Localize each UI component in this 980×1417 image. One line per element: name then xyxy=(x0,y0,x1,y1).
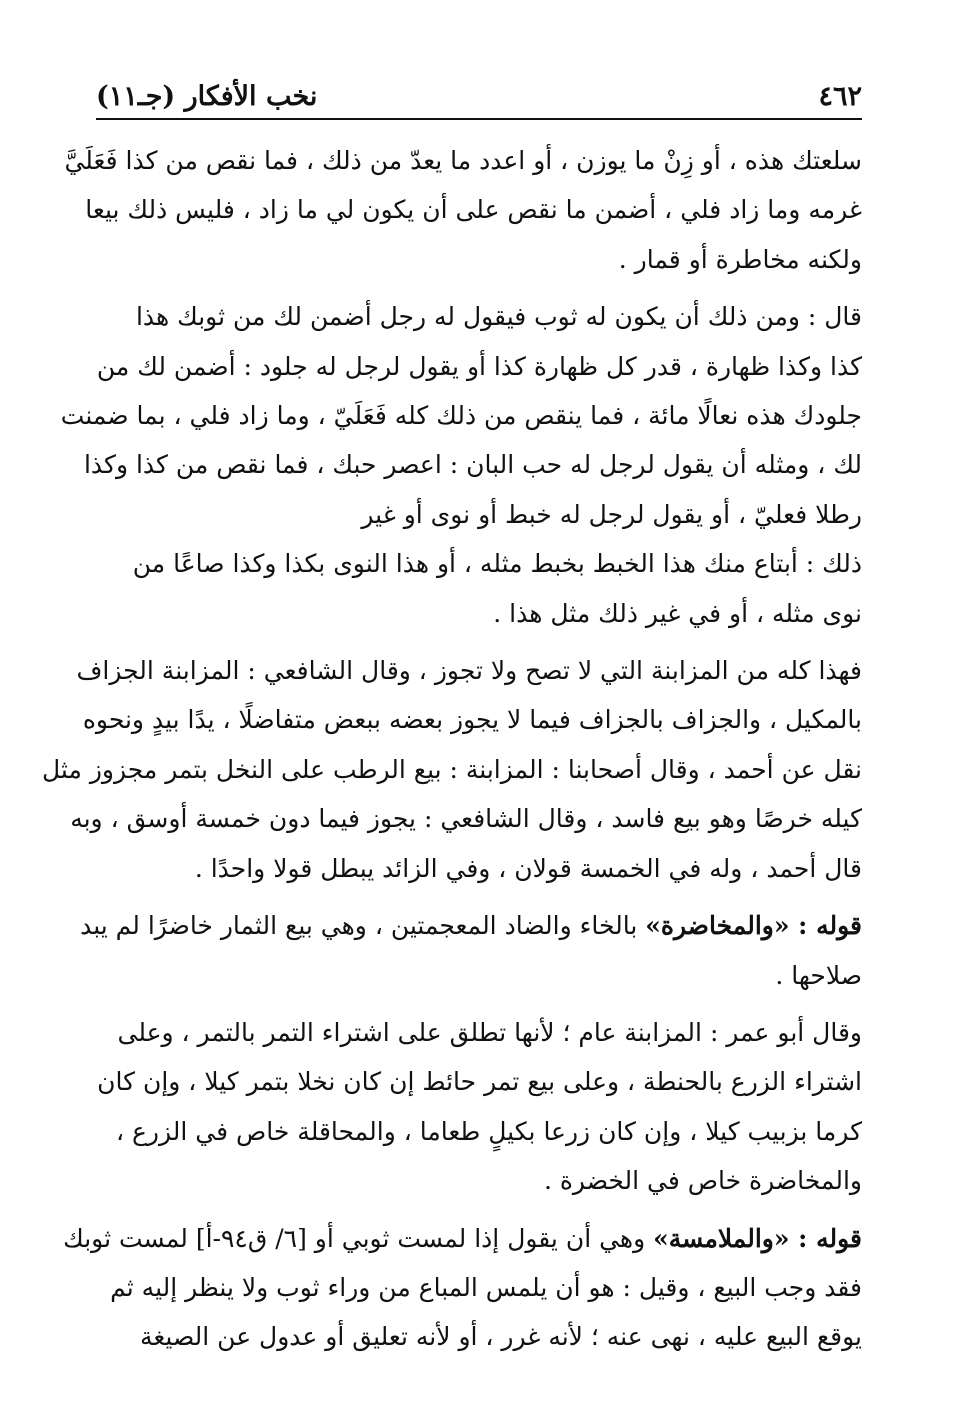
text-line: ذلك : أبتاع منك هذا الخبط بخبط مثله ، أو هذا النوى بكذا وكذا صاعًا من xyxy=(132,549,862,579)
text-segment: وهي أن يقول إذا لمست ثوبي أو [٦/ ق٩٤-أ] لمست ثوبك xyxy=(63,1223,654,1253)
text-line: قال أحمد ، وله في الخمسة قولان ، وفي الزائد يبطل قولا واحدًا . xyxy=(194,853,862,883)
text-line: صلاحها . xyxy=(775,960,862,990)
page-number: ٤٦٢ xyxy=(818,81,862,112)
text-line: لك ، ومثله أن يقول لرجل له حب البان : اعصر حبك ، فما نقص من كذا وكذا xyxy=(83,450,862,480)
paragraph xyxy=(64,136,862,284)
paragraph xyxy=(96,1008,862,1206)
text-line: كيله خرصًا وهو بيع فاسد ، وقال الشافعي : يجوز فيما دون خمسة أوسق ، وبه xyxy=(70,804,862,834)
text-line: نوى مثله ، أو في غير ذلك مثل هذا . xyxy=(493,598,862,628)
paragraph xyxy=(42,646,862,893)
header-rule xyxy=(96,118,862,120)
text-line xyxy=(63,1214,862,1263)
paragraph xyxy=(63,1214,862,1362)
text-line: ولكنه مخاطرة أو قمار . xyxy=(618,244,862,274)
text-line xyxy=(80,901,862,950)
keyword: قوله : «والملامسة» xyxy=(653,1223,862,1253)
book-title: نخب الأفكار (جـ١١) xyxy=(96,81,318,112)
text-line: فقد وجب البيع ، وقيل : هو أن يلمس المباع من وراء ثوب ولا ينظر إليه ثم xyxy=(110,1272,862,1302)
text-segment: بالخاء والضاد المعجمتين ، وهي بيع الثمار خاضرًا لم يبد xyxy=(80,911,646,941)
keyword: قوله : «والمخاضرة» xyxy=(645,911,862,941)
text-line: اشتراء الزرع بالحنطة ، وعلى بيع تمر حائط إن كان نخلا بتمر كيلا ، وإن كان xyxy=(97,1067,862,1097)
text-line: وقال أبو عمر : المزابنة عام ؛ لأنها تطلق على اشتراء التمر بالتمر ، وعلى xyxy=(117,1017,862,1047)
page-body xyxy=(42,136,862,1370)
paragraph xyxy=(60,292,862,638)
text-line: رطلا فعليّ ، أو يقول لرجل له خبط أو نوى أو غير xyxy=(361,499,862,529)
text-line: جلودك هذه نعالًا مائة ، فما ينقص من ذلك كله فَعَلَيّ ، وما زاد فلي ، بما ضمنت xyxy=(60,401,862,431)
paragraph xyxy=(80,901,862,1000)
text-line: نقل عن أحمد ، وقال أصحابنا : المزابنة : بيع الرطب على النخل بتمر مجزوز مثل xyxy=(42,754,862,784)
text-line: سلعتك هذه ، أو زِنْ ما يوزن ، أو اعدد ما يعدّ من ذلك ، فما نقص من كذا فَعَلَيَّ xyxy=(64,146,862,175)
text-line: فهذا كله من المزابنة التي لا تصح ولا تجوز ، وقال الشافعي : المزابنة الجزاف xyxy=(76,656,862,686)
text-line: كرما بزبيب كيلا ، وإن كان زرعا بكيلٍ طعاما ، والمحاقلة خاص في الزرع ، xyxy=(116,1116,862,1146)
text-line: غرمه وما زاد فلي ، أضمن ما نقص على أن يكون لي ما زاد ، فليس ذلك بيعا xyxy=(85,195,862,225)
text-line: والمخاضرة خاص في الخضرة . xyxy=(543,1166,862,1196)
page-header xyxy=(96,68,862,112)
text-line: بالمكيل ، والجزاف بالجزاف فيما لا يجوز بعضه ببعض متفاضلًا ، يدًا بيدٍ ونحوه xyxy=(82,705,862,735)
text-line: قال : ومن ذلك أن يكون له ثوب فيقول له رجل أضمن لك من ثوبك هذا xyxy=(135,302,862,332)
text-line: كذا وكذا ظهارة ، قدر كل ظهارة كذا أو يقول لرجل له جلود : أضمن لك من xyxy=(96,351,862,381)
text-line: يوقع البيع عليه ، نهى عنه ؛ لأنه غرر ، أو لأنه تعليق أو عدول عن الصيغة xyxy=(139,1322,862,1352)
